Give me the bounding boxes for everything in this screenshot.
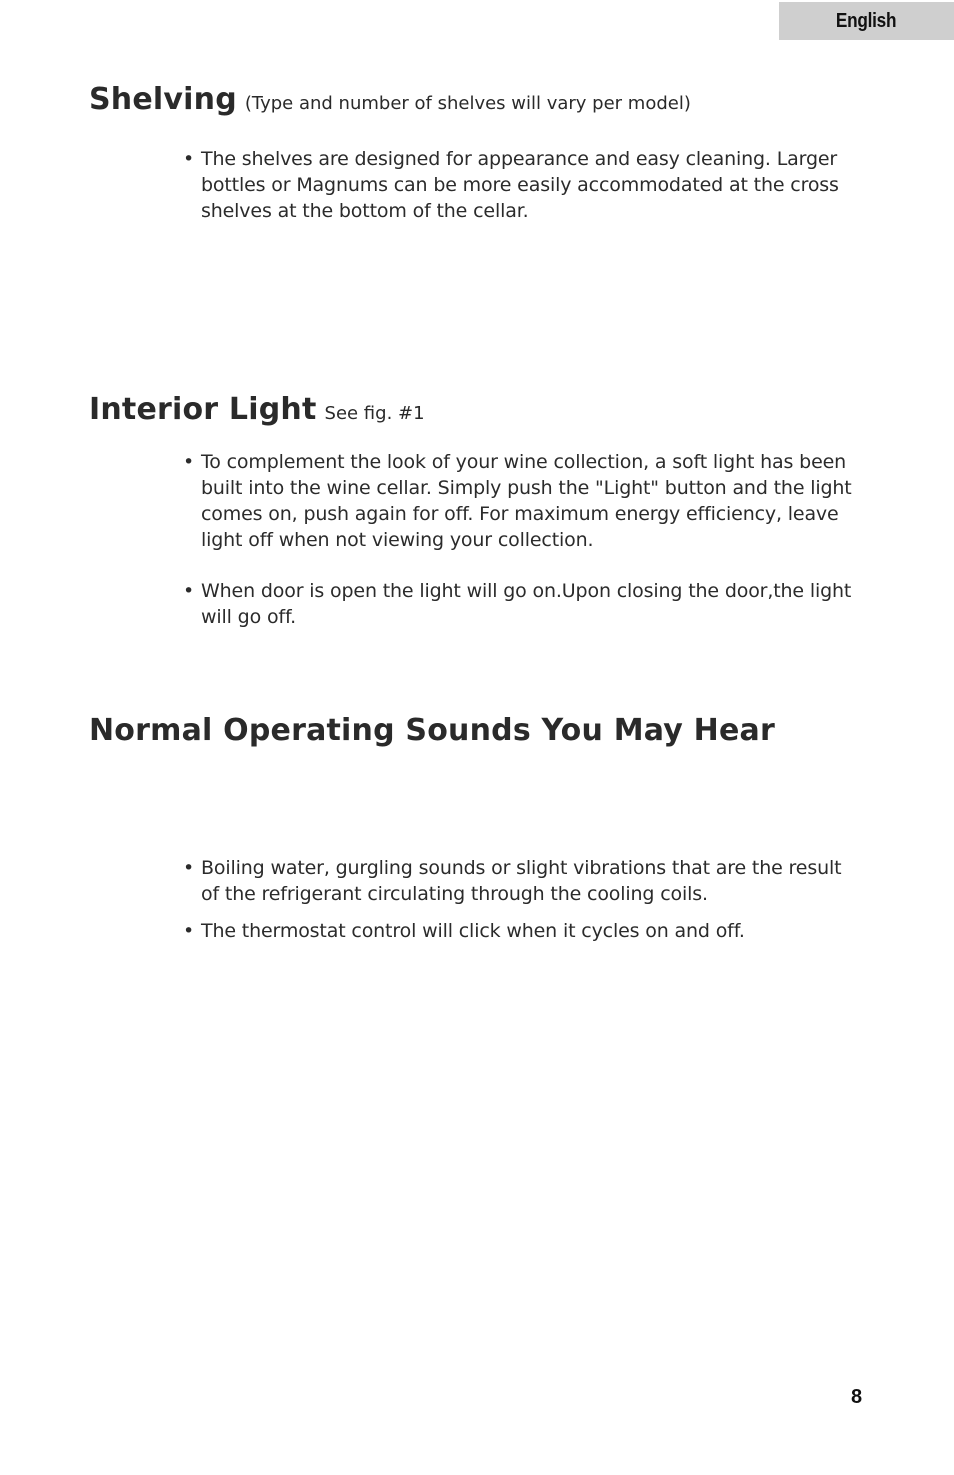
list-item-text: When door is open the light will go on.Upon closing the door,the light will go off.	[201, 580, 852, 628]
shelving-title: Shelving	[89, 82, 237, 117]
list-item-text: The shelves are designed for appearance and easy cleaning. Larger bottles or Magnums can be more easily accommodated at the cross shelves at the bottom of the cellar.	[201, 148, 839, 222]
sounds-title: Normal Operating Sounds You May Hear	[89, 713, 775, 748]
interior-light-title: Interior Light	[89, 392, 317, 427]
bullet-icon: •	[183, 857, 195, 879]
bullet-icon: •	[183, 148, 195, 170]
list-item	[183, 855, 863, 907]
interior-light-heading	[89, 392, 425, 427]
list-item-text: The thermostat control will click when it cycles on and off.	[201, 920, 745, 942]
list-item	[183, 146, 863, 224]
list-item	[183, 449, 863, 553]
interior-light-subtitle: See fig. #1	[324, 403, 425, 424]
list-item-text: To complement the look of your wine collection, a soft light has been built into the wine cellar. Simply push the "Light" button and the light comes on, push again for off. For maximum energy efficiency, leave light off when not viewing your collection.	[201, 451, 852, 551]
bullet-icon: •	[183, 920, 195, 942]
language-tab	[779, 2, 954, 40]
sounds-heading	[89, 713, 775, 748]
bullet-icon: •	[183, 580, 195, 602]
page-number: 8	[851, 1386, 863, 1408]
list-item	[183, 918, 863, 944]
shelving-subtitle: (Type and number of shelves will vary per model)	[244, 93, 691, 114]
list-item-text: Boiling water, gurgling sounds or slight vibrations that are the result of the refrigerant circulating through the cooling coils.	[201, 857, 842, 905]
shelving-heading	[89, 82, 691, 117]
language-tab-label: English	[836, 9, 897, 32]
list-item	[183, 578, 863, 630]
bullet-icon: •	[183, 451, 195, 473]
